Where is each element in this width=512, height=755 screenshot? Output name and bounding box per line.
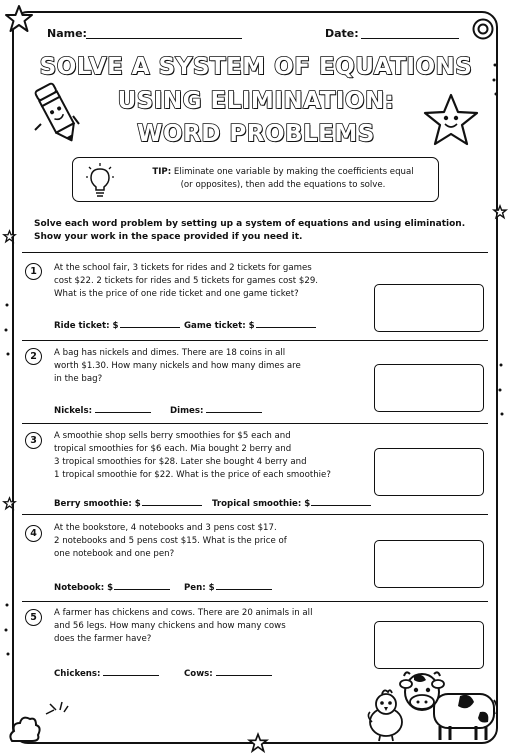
problem-text <box>54 262 318 301</box>
answer-label: Pen: $ <box>184 580 272 593</box>
problem-number: 3 <box>25 432 42 449</box>
problem-number: 2 <box>25 348 42 365</box>
instructions <box>34 218 484 244</box>
star-icon <box>3 230 16 243</box>
answer-field[interactable] <box>95 403 151 413</box>
instructions-line-2: Show your work in the space provided if you need it. <box>34 232 303 242</box>
name-label: Name: <box>47 27 87 40</box>
answer-label: Nickels: <box>54 403 151 416</box>
target-icon <box>472 18 494 40</box>
answer-label: Tropical smoothie: $ <box>212 496 371 509</box>
problem-line: does the farmer have? <box>54 634 152 644</box>
tip-line-2: (or opposites), then add the equations to solve. <box>180 180 386 190</box>
problem-line: worth $1.30. How many nickels and how many dimes are <box>54 361 301 371</box>
problem-line: A bag has nickels and dimes. There are 18 coins in all <box>54 348 286 358</box>
divider <box>22 601 488 602</box>
problem-line: What is the price of one ride ticket and one game ticket? <box>54 289 299 299</box>
problem-line: At the bookstore, 4 notebooks and 3 pens cost $17. <box>54 523 277 533</box>
lightbulb-icon <box>85 162 115 198</box>
star-icon <box>3 497 16 510</box>
problem-line: and 56 legs. How many chickens and how many cows <box>54 621 286 631</box>
tip-box <box>72 157 439 202</box>
date-label: Date: <box>325 27 359 40</box>
title-line-1: SOLVE A SYSTEM OF EQUATIONS <box>39 54 473 80</box>
problem-number: 5 <box>25 609 42 626</box>
star-icon <box>493 205 507 219</box>
cow-icon <box>400 668 500 744</box>
divider <box>22 340 488 341</box>
answer-label: Berry smoothie: $ <box>54 496 202 509</box>
problem-line: cost $22. 2 tickets for rides and 5 tickets for games cost $29. <box>54 276 319 286</box>
divider <box>22 423 488 424</box>
answer-field[interactable] <box>114 580 170 590</box>
divider <box>22 252 488 253</box>
title-line-3: WORD PROBLEMS <box>137 121 375 147</box>
answer-box[interactable] <box>374 540 484 588</box>
name-field[interactable] <box>86 38 242 39</box>
problem-text <box>54 347 301 386</box>
answer-box[interactable] <box>374 621 484 669</box>
problem-line: tropical smoothies for $6 each. Mia bought 2 berry and <box>54 444 292 454</box>
dot-doodle-icon <box>2 600 12 660</box>
answer-label: Dimes: <box>170 403 262 416</box>
answer-label: Chickens: <box>54 666 159 679</box>
tip-label: TIP: <box>152 167 172 177</box>
problem-text <box>54 430 331 482</box>
sparkle-doodle-icon <box>44 700 74 720</box>
problem-text <box>54 607 312 646</box>
answer-box[interactable] <box>374 448 484 496</box>
answer-field[interactable] <box>256 318 316 328</box>
problem-number: 4 <box>25 525 42 542</box>
answer-field[interactable] <box>142 496 202 506</box>
answer-box[interactable] <box>374 284 484 332</box>
divider <box>22 514 488 515</box>
problem-line: At the school fair, 3 tickets for rides and 2 tickets for games <box>54 263 312 273</box>
tip-line-1: Eliminate one variable by making the coefficients equal <box>173 167 414 177</box>
problem-line: 1 tropical smoothie for $22. What is the price of each smoothie? <box>54 470 331 480</box>
instructions-line-1: Solve each word problem by setting up a system of equations and using elimination. <box>34 219 466 229</box>
answer-label: Notebook: $ <box>54 580 170 593</box>
star-icon <box>4 4 34 34</box>
pencil-mascot-icon <box>33 80 81 146</box>
dot-doodle-icon <box>2 300 12 360</box>
dot-doodle-icon <box>496 360 506 420</box>
problem-line: A farmer has chickens and cows. There are 20 animals in all <box>54 608 313 618</box>
dot-doodle-icon <box>490 60 500 100</box>
problem-line: A smoothie shop sells berry smoothies for $5 each and <box>54 431 291 441</box>
problem-line: 3 tropical smoothies for $28. Later she bought 4 berry and <box>54 457 307 467</box>
problem-line: one notebook and one pen? <box>54 549 175 559</box>
answer-label: Game ticket: $ <box>184 318 316 331</box>
problem-text <box>54 522 287 561</box>
cloud-doodle-icon <box>6 705 46 745</box>
answer-field[interactable] <box>120 318 180 328</box>
answer-field[interactable] <box>216 666 272 676</box>
answer-field[interactable] <box>311 496 371 506</box>
answer-label: Ride ticket: $ <box>54 318 180 331</box>
problem-line: in the bag? <box>54 374 103 384</box>
answer-field[interactable] <box>216 580 272 590</box>
problem-number: 1 <box>25 263 42 280</box>
answer-field[interactable] <box>206 403 262 413</box>
star-mascot-icon <box>421 92 481 150</box>
answer-label: Cows: <box>184 666 272 679</box>
date-field[interactable] <box>361 38 459 39</box>
answer-field[interactable] <box>103 666 159 676</box>
star-icon <box>248 733 268 753</box>
title-line-2: USING ELIMINATION: <box>117 88 395 114</box>
answer-box[interactable] <box>374 364 484 412</box>
problem-line: 2 notebooks and 5 pens cost $15. What is the price of <box>54 536 287 546</box>
